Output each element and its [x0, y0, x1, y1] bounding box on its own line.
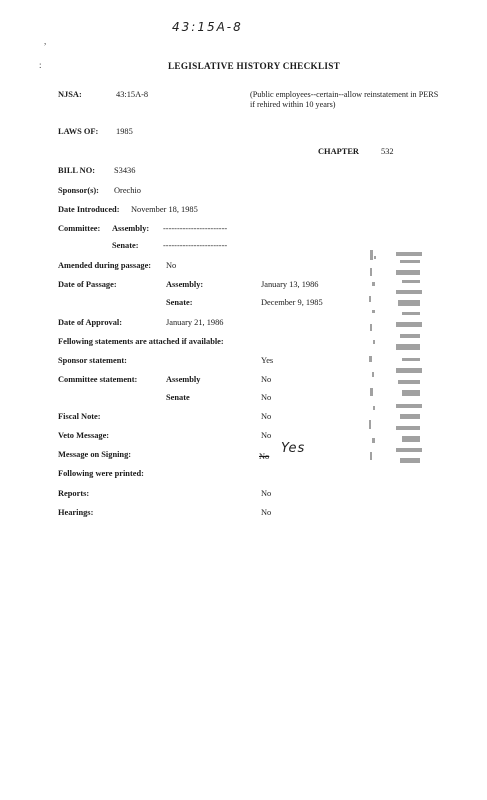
committee-senate-label: Senate:: [112, 241, 139, 250]
reports-value: No: [261, 489, 272, 498]
veto-message-label: Veto Message:: [58, 431, 110, 440]
committee-statement-label: Committee statement:: [58, 375, 138, 384]
njsa-label: NJSA:: [58, 90, 82, 99]
message-on-signing-label: Message on Signing:: [58, 450, 132, 459]
printed-header: Following were printed:: [58, 469, 144, 478]
fiscal-note-label: Fiscal Note:: [58, 412, 101, 421]
margin-mark: :: [39, 60, 42, 70]
hearings-label: Hearings:: [58, 508, 94, 517]
committee-senate-value: -----------------------: [163, 241, 228, 250]
veto-message-value: No: [261, 431, 272, 440]
chapter-label: CHAPTER: [318, 147, 359, 156]
chapter-value: 532: [381, 147, 394, 156]
laws-of-value: 1985: [116, 127, 133, 136]
committee-statement-senate-label: Senate: [166, 393, 190, 402]
sponsor-statement-value: Yes: [261, 356, 274, 365]
passage-assembly-value: January 13, 1986: [261, 280, 319, 289]
statements-header: Fellowing statements are attached if available:: [58, 337, 224, 346]
hearings-value: No: [261, 508, 272, 517]
committee-assembly-value: -----------------------: [163, 224, 228, 233]
committee-statement-senate-value: No: [261, 393, 272, 402]
sponsor-label: Sponsor(s):: [58, 186, 99, 195]
faded-stamp-mark: [366, 248, 432, 468]
fiscal-note-value: No: [261, 412, 272, 421]
date-introduced-label: Date Introduced:: [58, 205, 120, 214]
committee-assembly-label: Assembly:: [112, 224, 150, 233]
committee-statement-assembly-label: Assembly: [166, 375, 201, 384]
sponsor-statement-label: Sponsor statement:: [58, 356, 127, 365]
passage-assembly-label: Assembly:: [166, 280, 204, 289]
date-of-approval-value: January 21, 1986: [166, 318, 224, 327]
page-title: LEGISLATIVE HISTORY CHECKLIST: [168, 61, 341, 71]
sponsor-value: Orechio: [114, 186, 141, 195]
passage-senate-label: Senate:: [166, 298, 193, 307]
bill-no-value: S3436: [114, 166, 136, 175]
message-on-signing-handwritten-value: Yes: [281, 441, 306, 456]
reports-label: Reports:: [58, 489, 90, 498]
bill-no-label: BILL NO:: [58, 166, 95, 175]
laws-of-label: LAWS OF:: [58, 127, 99, 136]
margin-mark: ,: [44, 36, 47, 46]
njsa-note: (Public employees--certain--allow reinstatement in PERS if rehired within 10 years): [250, 90, 439, 109]
message-on-signing-struck-value: No: [259, 452, 270, 461]
njsa-value: 43:15A-8: [116, 90, 149, 99]
amended-label: Amended during passage:: [58, 261, 152, 270]
amended-value: No: [166, 261, 177, 270]
passage-senate-value: December 9, 1985: [261, 298, 323, 307]
committee-label: Committee:: [58, 224, 101, 233]
committee-statement-assembly-value: No: [261, 375, 272, 384]
handwritten-statute-number: 43:15A-8: [172, 20, 243, 34]
date-introduced-value: November 18, 1985: [131, 205, 198, 214]
date-of-approval-label: Date of Approval:: [58, 318, 123, 327]
date-of-passage-label: Date of Passage:: [58, 280, 117, 289]
